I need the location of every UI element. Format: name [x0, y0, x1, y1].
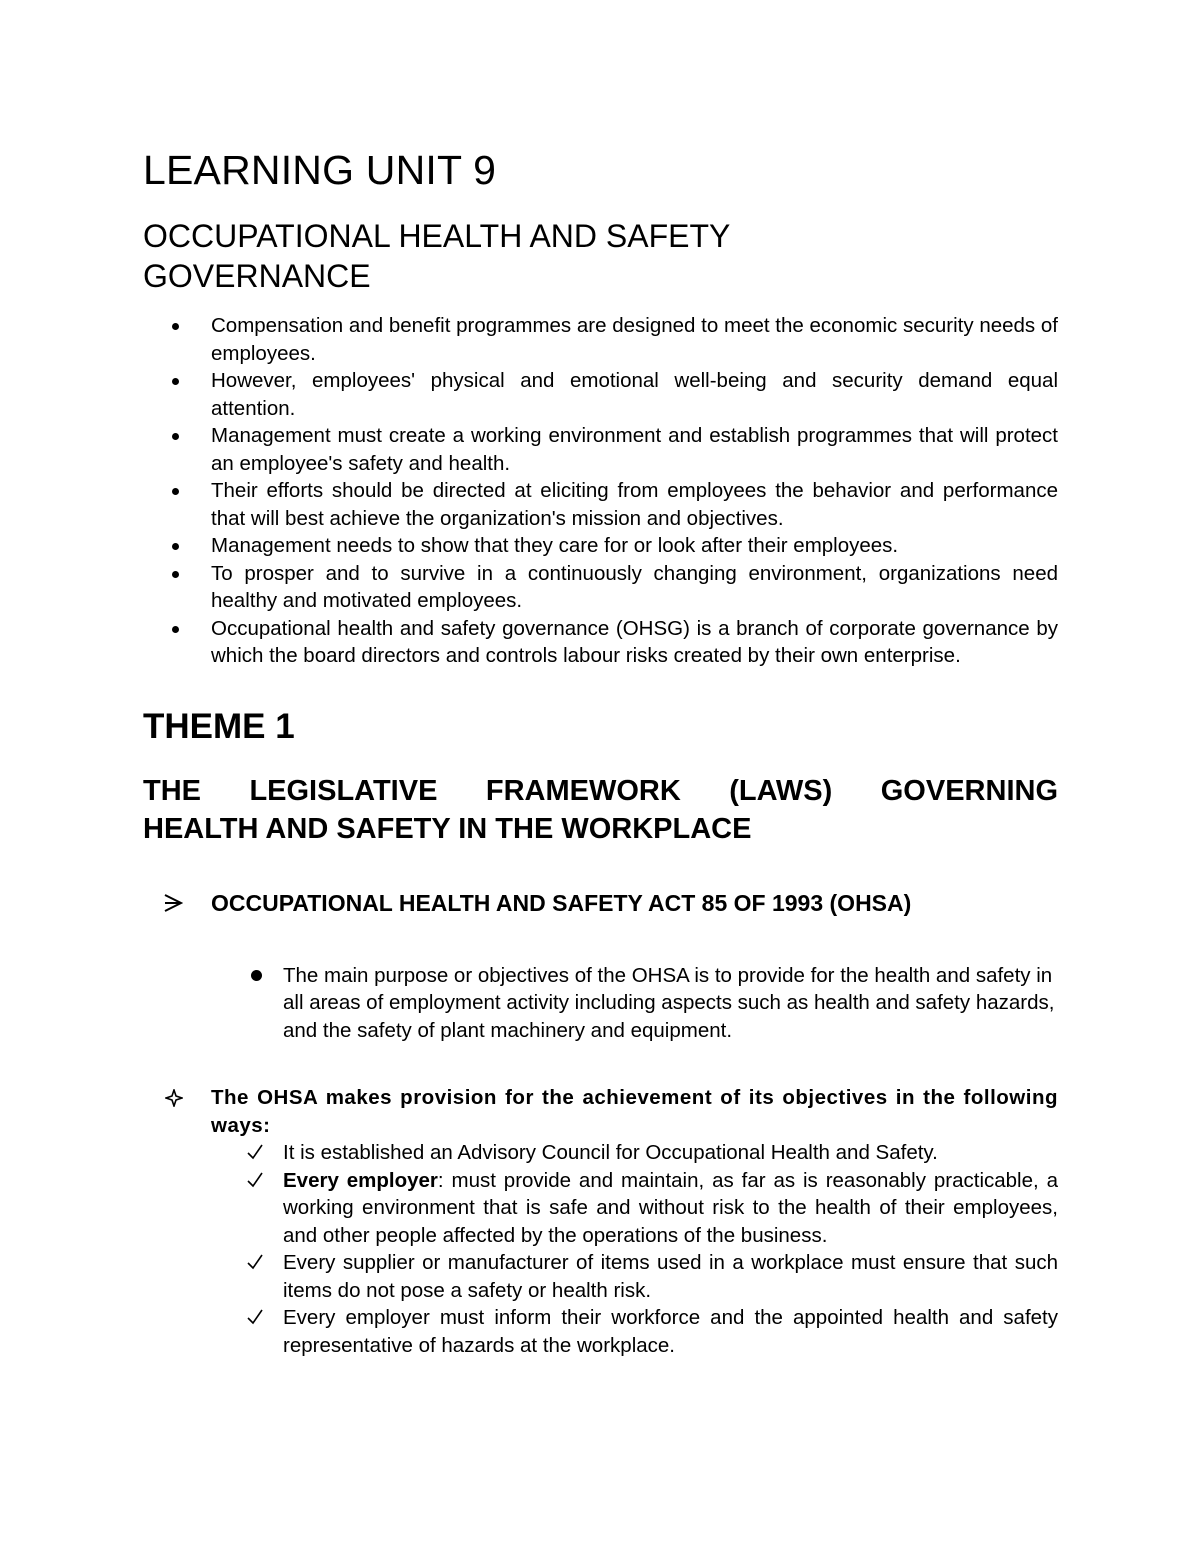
list-item-text: Management must create a working environment and establish programmes that will protect an employee's safety and health.: [211, 424, 1058, 475]
list-item: [143, 1139, 1058, 1167]
theme-title: THEME 1: [143, 706, 295, 746]
bullet-icon: [172, 378, 179, 385]
list-item-text: To prosper and to survive in a continuously changing environment, organizations need healthy and motivated employees.: [211, 561, 1058, 612]
list-item: [143, 962, 1058, 1045]
bullet-icon: [251, 970, 262, 981]
list-item: [143, 615, 1058, 670]
bullet-icon: [172, 626, 179, 633]
act-purpose-text: The main purpose or objectives of the OHSA is to provide for the health and safety in all areas of employment activity including aspects such as health and safety hazards, and the safety of plant machinery and equipment.: [283, 963, 1055, 1042]
unit-subtitle: OCCUPATIONAL HEALTH AND SAFETY GOVERNANCE: [143, 218, 730, 294]
bullet-icon: [172, 571, 179, 578]
list-item: [143, 422, 1058, 477]
list-item: [143, 1304, 1058, 1359]
list-item-text: Every employer must inform their workforce and the appointed health and safety representative of hazards at the workplace.: [283, 1306, 1058, 1357]
diamond-bullet-icon: [165, 1089, 183, 1107]
list-item: [143, 532, 1058, 560]
list-item: [143, 560, 1058, 615]
list-item-text: Every supplier or manufacturer of items used in a workplace must ensure that such items do not pose a safety or health risk.: [283, 1251, 1058, 1302]
theme-heading: [143, 772, 1058, 848]
act-heading: [143, 888, 1058, 918]
list-item-text: It is established an Advisory Council for Occupational Health and Safety.: [283, 1141, 938, 1164]
page-content: [143, 146, 1058, 1359]
list-item-text: Occupational health and safety governance (OHSG) is a branch of corporate governance by which the board directors and controls labour risks created by their own enterprise.: [211, 616, 1058, 667]
list-item: [143, 367, 1058, 422]
provisions-intro: [143, 1084, 1058, 1139]
list-item-lead: Every employer: [283, 1168, 438, 1192]
list-item-text: Compensation and benefit programmes are designed to meet the economic security needs of employees.: [211, 314, 1058, 365]
theme-heading-line1: THE LEGISLATIVE FRAMEWORK (LAWS) GOVERNING: [143, 774, 1058, 807]
checkmark-icon: [246, 1253, 264, 1271]
list-item: [143, 1249, 1058, 1304]
list-item: [143, 312, 1058, 367]
provisions-intro-text: The OHSA makes provision for the achievement of its objectives in the following ways:: [211, 1086, 1058, 1137]
bullet-icon: [172, 323, 179, 330]
act-purpose-list: [143, 962, 1058, 1045]
checkmark-icon: [246, 1143, 264, 1161]
act-title: OCCUPATIONAL HEALTH AND SAFETY ACT 85 OF 1993 (OHSA): [211, 889, 912, 916]
unit-title: LEARNING UNIT 9: [143, 147, 497, 193]
theme-heading-line2: HEALTH AND SAFETY IN THE WORKPLACE: [143, 812, 752, 845]
list-item-text: However, employees' physical and emotional well-being and security demand equal attention.: [211, 369, 1058, 420]
bullet-icon: [172, 488, 179, 495]
list-item: [143, 477, 1058, 532]
arrow-bullet-icon: [163, 893, 183, 913]
checkmark-icon: [246, 1308, 264, 1326]
checkmark-icon: [246, 1171, 264, 1189]
list-item: [143, 1167, 1058, 1250]
list-item-text: : must provide and maintain, as far as is reasonably practicable, a working environment that is safe and without risk to the health of their employees, and other people affected by the operations of the business.: [283, 1168, 1058, 1247]
list-item-text: Management needs to show that they care for or look after their employees.: [211, 534, 899, 557]
bullet-icon: [172, 543, 179, 550]
list-item-text: Their efforts should be directed at eliciting from employees the behavior and performance that will best achieve the organization's mission and objectives.: [211, 479, 1058, 530]
intro-bullet-list: [143, 312, 1058, 670]
bullet-icon: [172, 433, 179, 440]
provisions-list: [143, 1139, 1058, 1359]
